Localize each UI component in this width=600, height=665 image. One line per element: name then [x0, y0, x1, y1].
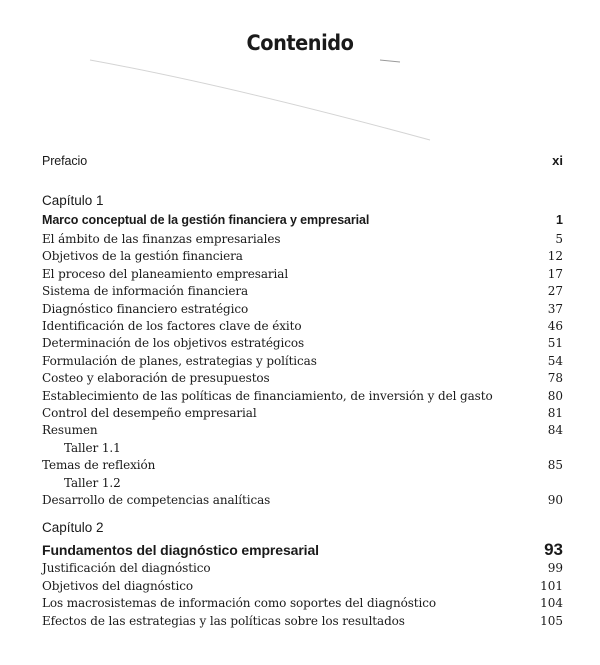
toc-entry-label: Resumen — [42, 423, 98, 438]
toc-entry-label: Taller 1.1 — [64, 440, 121, 455]
toc-entry-page: 105 — [540, 613, 563, 628]
toc-entry[interactable] — [42, 474, 563, 492]
toc-entry-label: Taller 1.2 — [64, 475, 121, 490]
toc-entry-label: Formulación de planes, estrategias y políticas — [42, 353, 317, 368]
toc-entry-page: 81 — [547, 406, 563, 420]
toc-entry[interactable] — [42, 439, 563, 457]
toc-entry[interactable] — [42, 369, 563, 387]
toc-entry[interactable] — [42, 317, 563, 335]
toc-entry[interactable] — [42, 559, 563, 577]
toc-entry-preface[interactable] — [42, 152, 563, 170]
toc-entry[interactable] — [42, 265, 563, 283]
toc-entry-page: 78 — [547, 371, 563, 386]
page-title: Contenido — [246, 31, 354, 55]
chapter-title: Fundamentos del diagnóstico empresarial — [42, 542, 319, 558]
toc-entry-label: El proceso del planeamiento empresarial — [42, 266, 289, 281]
chapter-title-page: 1 — [556, 213, 563, 227]
toc-entry-label: Prefacio — [42, 154, 88, 168]
toc-entry[interactable] — [42, 387, 563, 405]
chapter-title-row[interactable] — [42, 211, 563, 229]
toc-entry-label: Objetivos de la gestión financiera — [42, 249, 243, 264]
toc-entry-label: Objetivos del diagnóstico — [42, 578, 193, 593]
toc-entry[interactable] — [42, 282, 563, 300]
toc-entry-page: 17 — [547, 266, 563, 281]
toc-entry-page: 5 — [555, 232, 563, 246]
toc-entry[interactable] — [42, 491, 563, 509]
toc-entry-label: Temas de reflexión — [42, 458, 156, 473]
toc-entry-page: 51 — [547, 336, 563, 351]
toc-entry[interactable] — [42, 421, 563, 439]
toc-entry[interactable] — [42, 456, 563, 474]
toc-entry-label: Identificación de los factores clave de éxito — [42, 319, 302, 333]
toc-entry-label: Control del desempeño empresarial — [42, 406, 257, 420]
toc-entry-page: 99 — [547, 561, 563, 575]
toc-entry-page: 37 — [547, 301, 563, 316]
toc-entry-page: 80 — [547, 388, 563, 403]
chapter-title: Marco conceptual de la gestión financiera y empresarial — [42, 213, 370, 227]
toc-entry-label: Los macrosistemas de información como soportes del diagnóstico — [42, 596, 436, 611]
toc-entry[interactable] — [42, 404, 563, 422]
toc-entry[interactable] — [42, 247, 563, 265]
toc-entry[interactable] — [42, 300, 563, 318]
toc-entry-page: 27 — [547, 284, 563, 299]
toc-entry-page: 101 — [540, 578, 563, 593]
toc-entry-label: Sistema de información financiera — [42, 284, 249, 299]
toc-entry[interactable] — [42, 334, 563, 352]
toc-entry-label: Establecimiento de las políticas de financiamiento, de inversión y del gasto — [42, 388, 493, 403]
toc-entry-page: 85 — [547, 458, 563, 473]
toc-entry-label: El ámbito de las finanzas empresariales — [42, 232, 281, 246]
chapter-title-row[interactable] — [42, 541, 563, 559]
toc-entry-page: 54 — [547, 353, 563, 368]
toc-entry-label: Diagnóstico financiero estratégico — [42, 301, 249, 316]
toc-entry-page: 12 — [547, 249, 563, 264]
toc-entry-page: 84 — [547, 423, 563, 438]
toc-entry-label: Costeo y elaboración de presupuestos — [42, 371, 270, 386]
toc-entry[interactable] — [42, 230, 563, 248]
toc-entry[interactable] — [42, 594, 563, 612]
toc-entry-page: xi — [552, 153, 563, 168]
toc-entry-label: Determinación de los objetivos estratégicos — [42, 336, 305, 351]
chapter-title-page: 93 — [544, 540, 563, 559]
toc-entry[interactable] — [42, 352, 563, 370]
toc-entry-label: Desarrollo de competencias analíticas — [42, 493, 271, 507]
toc-entry-label: Efectos de las estrategias y las políticas sobre los resultados — [42, 613, 405, 628]
toc-entry-page: 104 — [540, 596, 563, 611]
toc-entry[interactable] — [42, 577, 563, 595]
toc-entry[interactable] — [42, 612, 563, 630]
chapter-label: Capítulo 1 — [42, 193, 104, 208]
toc-entry-page: 46 — [547, 319, 563, 333]
chapter-label: Capítulo 2 — [42, 520, 104, 535]
toc-entry-page: 90 — [547, 493, 563, 507]
toc-entry-label: Justificación del diagnóstico — [42, 561, 211, 575]
